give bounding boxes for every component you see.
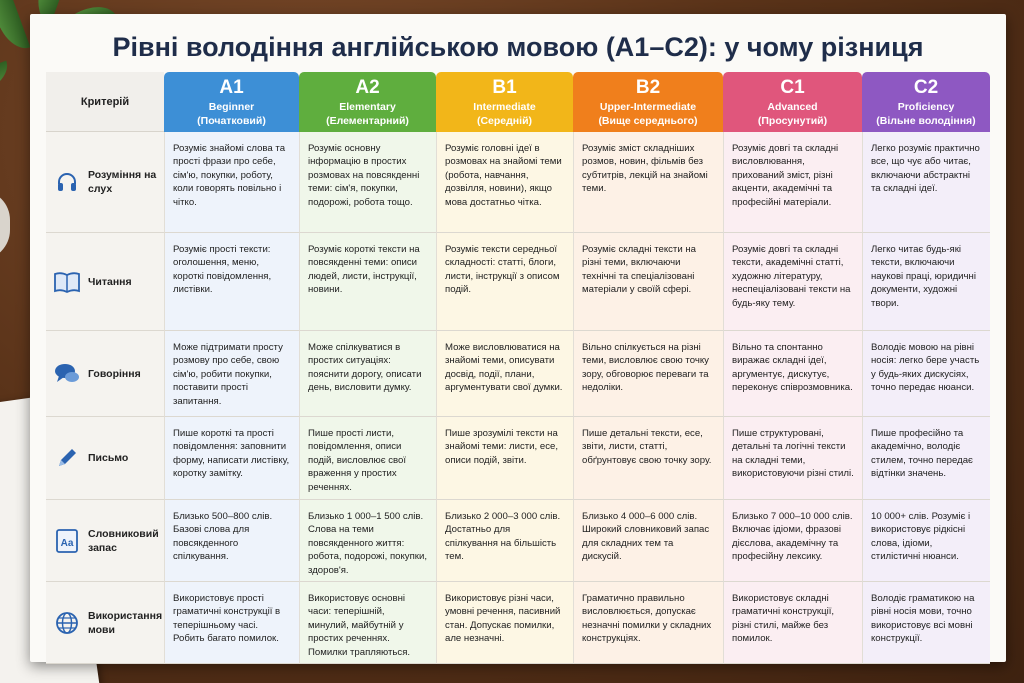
dictionary-icon — [54, 528, 80, 554]
table-cell: 10 000+ слів. Розуміє і використовує рідкісні слова, ідіоми, стилістичні нюанси. — [862, 500, 990, 582]
level-header-a2 — [299, 72, 436, 132]
level-code: B2 — [635, 77, 661, 98]
criterion-label: Письмо — [88, 452, 129, 464]
table-row — [46, 132, 990, 233]
table-cell: Вільно та спонтанно виражає складні ідеї, аргументує, дискутує, переконує співрозмовника. — [723, 331, 862, 417]
table-cell: Може підтримати просту розмову про себе, свою сім'ю, робити покупки, поставити прості запитання. — [164, 331, 299, 417]
table-cell: Розуміє складні тексти на різні теми, включаючи технічні та спеціалізовані матеріали у своїй сфері. — [573, 233, 723, 331]
poster-sheet — [30, 14, 1006, 662]
level-name-en: Elementary — [339, 101, 396, 113]
criterion-label: Словниковий запас — [88, 527, 159, 554]
criterion-cell — [46, 331, 164, 417]
table-cell: Використовує основні часи: теперішній, минулий, майбутній у простих реченнях. Помилки трапляються. — [299, 582, 436, 664]
table-cell: Використовує прості граматичні конструкції в теперішньому часі. Робить багато помилок. — [164, 582, 299, 664]
table-cell: Розуміє зміст складніших розмов, новин, фільмів без субтитрів, лекцій на знайомі теми. — [573, 132, 723, 233]
table-cell: Розуміє основну інформацію в простих розмовах на повсякденні теми: сім'я, покупки, подорожі, робота тощо. — [299, 132, 436, 233]
table-cell: Граматично правильно висловлюється, допускає незначні помилки у складних конструкціях. — [573, 582, 723, 664]
table-cell: Близько 4 000–6 000 слів. Широкий словниковий запас для складних тем та дискусій. — [573, 500, 723, 582]
level-header-c1 — [723, 72, 862, 132]
level-code: A2 — [355, 77, 380, 98]
table-row — [46, 233, 990, 331]
level-header-a1 — [164, 72, 299, 132]
level-name-en: Upper-Intermediate — [599, 101, 697, 113]
level-name-uk: (Середній) — [476, 115, 533, 127]
table-row — [46, 331, 990, 417]
table-cell: Розуміє короткі тексти на повсякденні теми: описи людей, листи, інструкції, новини. — [299, 233, 436, 331]
table-row — [46, 417, 990, 500]
globe-icon — [54, 610, 80, 636]
level-name-uk: (Елементарний) — [326, 115, 409, 127]
level-header-b1 — [436, 72, 573, 132]
table-cell: Близько 500–800 слів. Базові слова для повсякденного спілкування. — [164, 500, 299, 582]
level-name-uk: (Вище середнього) — [598, 115, 698, 127]
table-cell: Легко розуміє практично все, що чує або читає, включаючи абстрактні та складні ідеї. — [862, 132, 990, 233]
criterion-label: Читання — [88, 275, 132, 288]
level-name-en: Advanced — [767, 101, 818, 113]
table-cell: Пише зрозумілі тексти на знайомі теми: листи, есе, описи подій, звіти. — [436, 417, 573, 500]
table-cell: Пише детальні тексти, есе, звіти, листи, статті, обґрунтовує свою точку зору. — [573, 417, 723, 500]
table-cell: Може спілкуватися в простих ситуаціях: пояснити дорогу, описати день, висловити думку. — [299, 331, 436, 417]
level-code: C2 — [913, 77, 939, 98]
criterion-cell — [46, 582, 164, 664]
level-name-en: Proficiency — [897, 101, 955, 113]
level-name-uk: (Початковий) — [197, 115, 266, 127]
page-title: Рівні володіння англійською мовою (A1–C2): у чому різниця — [112, 32, 924, 62]
level-name-en: Intermediate — [473, 101, 536, 113]
table-row — [46, 582, 990, 664]
table-cell: Легко читає будь-які тексти, включаючи наукові праці, юридичні документи, художні твори. — [862, 233, 990, 331]
criterion-cell — [46, 233, 164, 331]
table-cell: Вільно спілкується на різні теми, висловлює свою точку зору, обговорює переваги та недоліки. — [573, 331, 723, 417]
level-code: B1 — [492, 77, 517, 98]
level-header-c2 — [862, 72, 990, 132]
table-cell: Розуміє головні ідеї в розмовах на знайомі теми (робота, навчання, дозвілля, новини), якщо мова достатньо чітка. — [436, 132, 573, 233]
criterion-cell — [46, 500, 164, 582]
criterion-cell — [46, 132, 164, 233]
level-name-uk: (Просунутий) — [757, 115, 828, 127]
table-cell: Близько 7 000–10 000 слів. Включає ідіоми, фразові дієслова, академічну та професійну лексику. — [723, 500, 862, 582]
table-cell: Близько 2 000–3 000 слів. Достатньо для спілкування на більшість тем. — [436, 500, 573, 582]
table-cell: Розуміє довгі та складні висловлювання, прихований зміст, різні акценти, академічні та професійні матеріали. — [723, 132, 862, 233]
svg-text:Aa: Aa — [60, 537, 74, 549]
table-row — [46, 500, 990, 582]
headphones-icon — [54, 169, 80, 195]
table-cell: Розуміє довгі та складні тексти, академічні статті, художню літературу, неспеціалізовані тексти на будь-яку тему. — [723, 233, 862, 331]
table-cell: Володіє мовою на рівні носія: легко бере участь у будь-яких дискусіях, точно передає нюанси. — [862, 331, 990, 417]
level-header-b2 — [573, 72, 723, 132]
speech-bubbles-icon — [54, 361, 80, 387]
criterion-label: Використання мови — [88, 609, 163, 636]
table-header-row — [46, 72, 990, 132]
cup-decoration — [0, 190, 10, 260]
level-code: A1 — [219, 77, 244, 98]
levels-table — [46, 72, 990, 664]
criterion-label: Розуміння на слух — [88, 169, 157, 195]
table-cell: Пише короткі та прості повідомлення: заповнити форму, написати листівку, коротку замітку. — [164, 417, 299, 500]
table-cell: Володіє граматикою на рівні носія мови, точно використовує всі мовні конструкції. — [862, 582, 990, 664]
table-cell: Використовує складні граматичні конструкції, різні стилі, майже без помилок. — [723, 582, 862, 664]
table-cell: Розуміє прості тексти: оголошення, меню, короткі повідомлення, листівки. — [164, 233, 299, 331]
level-name-en: Beginner — [208, 101, 255, 113]
table-cell: Пише професійно та академічно, володіє стилем, точно передає відтінки значень. — [862, 417, 990, 500]
table-cell: Близько 1 000–1 500 слів. Слова на теми повсякденного життя: робота, подорожі, покупки, здоров'я. — [299, 500, 436, 582]
table-cell: Пише структуровані, детальні та логічні тексти на складні теми, використовуючи різні стилі. — [723, 417, 862, 500]
table-cell: Розуміє знайомі слова та прості фрази про себе, сім'ю, покупки, роботу, коли говорять повільно і чітко. — [164, 132, 299, 233]
book-icon — [54, 269, 80, 295]
table-cell: Використовує різні часи, умовні речення, пасивний стан. Допускає помилки, але незначні. — [436, 582, 573, 664]
table-cell: Пише прості листи, повідомлення, описи подій, висловлює свої враження у простих реченнях. — [299, 417, 436, 500]
table-cell: Розуміє тексти середньої складності: статті, блоги, листи, інструкції з описом подій. — [436, 233, 573, 331]
pen-icon — [54, 445, 80, 471]
criterion-cell — [46, 417, 164, 500]
criterion-header: Критерій — [46, 72, 164, 132]
criterion-label: Говоріння — [88, 367, 141, 380]
level-code: C1 — [780, 77, 805, 98]
level-name-uk: (Вільне володіння) — [876, 115, 976, 127]
table-cell: Може висловлюватися на знайомі теми, описувати досвід, події, плани, аргументувати свої думки. — [436, 331, 573, 417]
